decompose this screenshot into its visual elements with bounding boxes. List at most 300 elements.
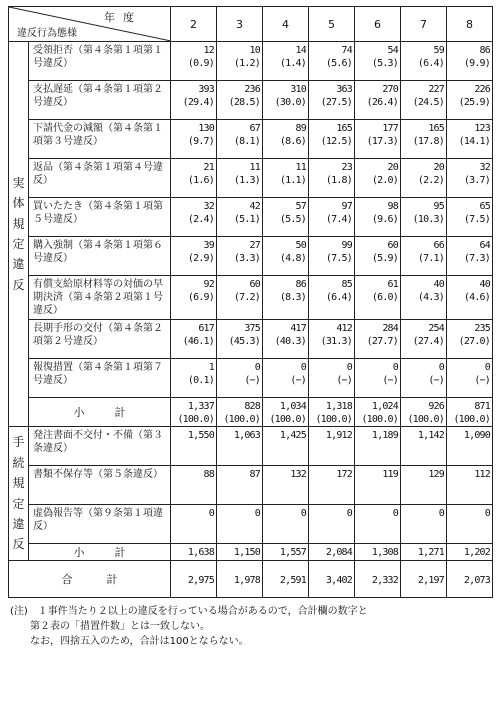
table-row bbox=[9, 159, 493, 198]
data-cell bbox=[217, 237, 263, 276]
percent-value: (100.0) bbox=[315, 414, 352, 425]
section-char: 続 bbox=[12, 455, 25, 470]
percent-value: (30.0) bbox=[274, 97, 306, 108]
data-cell bbox=[263, 81, 309, 120]
data-cell bbox=[263, 42, 309, 81]
count-value: 2,332 bbox=[371, 574, 398, 586]
percent-value: (100.0) bbox=[453, 414, 490, 425]
data-cell bbox=[171, 320, 217, 359]
count-value: 10 bbox=[249, 45, 260, 56]
percent-value: (40.3) bbox=[274, 336, 306, 347]
data-cell bbox=[171, 81, 217, 120]
percent-value: (5.9) bbox=[371, 253, 398, 264]
table-row bbox=[9, 427, 493, 466]
section-char: 手 bbox=[12, 435, 25, 450]
data-cell bbox=[401, 237, 447, 276]
percent-value: (8.6) bbox=[279, 136, 306, 147]
count-value: 2,197 bbox=[417, 574, 444, 586]
count-value: 132 bbox=[290, 469, 306, 480]
table-row bbox=[9, 198, 493, 237]
data-cell bbox=[355, 359, 401, 398]
percent-value: (28.5) bbox=[228, 97, 260, 108]
count-value: 0 bbox=[438, 362, 444, 373]
percent-value: (31.3) bbox=[320, 336, 352, 347]
subtotal-cell bbox=[171, 398, 217, 427]
percent-value: (27.4) bbox=[412, 336, 444, 347]
data-cell bbox=[263, 466, 309, 505]
count-value: 99 bbox=[341, 240, 352, 251]
percent-value: (−) bbox=[382, 375, 398, 386]
percent-value: (100.0) bbox=[269, 414, 306, 425]
count-value: 828 bbox=[244, 401, 260, 412]
percent-value: (100.0) bbox=[407, 414, 444, 425]
data-cell bbox=[447, 359, 493, 398]
percent-value: (7.4) bbox=[325, 214, 352, 225]
section-char: 定 bbox=[12, 237, 25, 251]
subtotal-label: 小計 bbox=[29, 398, 171, 427]
count-value: 236 bbox=[244, 84, 260, 95]
count-value: 50 bbox=[295, 240, 306, 251]
year-label: 年度 bbox=[104, 11, 142, 24]
percent-value: (7.5) bbox=[463, 214, 490, 225]
violation-type-label: 購入強制（第４条第１項第６号違反） bbox=[29, 237, 171, 276]
data-cell bbox=[171, 359, 217, 398]
count-value: 0 bbox=[392, 508, 398, 519]
section-char: 体 bbox=[12, 196, 25, 211]
count-value: 12 bbox=[203, 45, 214, 56]
count-value: 871 bbox=[474, 401, 490, 412]
count-value: 59 bbox=[433, 45, 444, 56]
section-label bbox=[9, 42, 29, 427]
count-value: 27 bbox=[249, 240, 260, 251]
data-cell bbox=[309, 81, 355, 120]
percent-value: (2.0) bbox=[371, 175, 398, 186]
percent-value: (1.1) bbox=[279, 175, 306, 186]
count-value: 65 bbox=[479, 201, 490, 212]
percent-value: (17.3) bbox=[366, 136, 398, 147]
count-value: 165 bbox=[336, 123, 352, 134]
subtotal-cell bbox=[355, 398, 401, 427]
data-cell bbox=[401, 505, 447, 544]
percent-value: (1.4) bbox=[279, 58, 306, 69]
percent-value: (6.4) bbox=[325, 292, 352, 303]
table-row bbox=[9, 320, 493, 359]
percent-value: (14.1) bbox=[458, 136, 490, 147]
data-cell bbox=[355, 81, 401, 120]
table-row bbox=[9, 120, 493, 159]
violation-type-label: 発注書面不交付・不備（第３条違反） bbox=[29, 427, 171, 466]
data-cell bbox=[401, 81, 447, 120]
section-char: 違 bbox=[12, 257, 25, 272]
table-row bbox=[9, 466, 493, 505]
data-cell bbox=[263, 237, 309, 276]
data-cell bbox=[309, 359, 355, 398]
count-value: 64 bbox=[479, 240, 490, 251]
percent-value: (27.7) bbox=[366, 336, 398, 347]
count-value: 1,142 bbox=[417, 430, 444, 441]
data-cell bbox=[355, 198, 401, 237]
subtotal-label: 小計 bbox=[29, 544, 171, 561]
year-header: 5 bbox=[309, 7, 355, 42]
count-value: 61 bbox=[387, 279, 398, 290]
count-value: 1,271 bbox=[417, 547, 444, 558]
data-cell bbox=[355, 505, 401, 544]
percent-value: (17.8) bbox=[412, 136, 444, 147]
percent-value: (25.9) bbox=[458, 97, 490, 108]
count-value: 89 bbox=[295, 123, 306, 134]
count-value: 87 bbox=[249, 469, 260, 480]
count-value: 1,189 bbox=[371, 430, 398, 441]
count-value: 85 bbox=[341, 279, 352, 290]
table-body bbox=[9, 42, 493, 598]
violation-type-label: 虚偽報告等（第９条第１項違反） bbox=[29, 505, 171, 544]
data-cell bbox=[309, 159, 355, 198]
percent-value: (0.9) bbox=[187, 58, 214, 69]
percent-value: (9.7) bbox=[187, 136, 214, 147]
percent-value: (5.3) bbox=[371, 58, 398, 69]
count-value: 3,402 bbox=[325, 574, 352, 586]
count-value: 88 bbox=[203, 469, 214, 480]
count-value: 1,034 bbox=[279, 401, 306, 412]
percent-value: (12.5) bbox=[320, 136, 352, 147]
violation-type-label: 報復措置（第４条第１項第７号違反） bbox=[29, 359, 171, 398]
percent-value: (100.0) bbox=[223, 414, 260, 425]
grand-total-cell bbox=[309, 561, 355, 598]
percent-value: (6.9) bbox=[187, 292, 214, 303]
data-cell bbox=[263, 159, 309, 198]
count-value: 1,090 bbox=[463, 430, 490, 441]
data-cell bbox=[355, 120, 401, 159]
grand-total-cell bbox=[355, 561, 401, 598]
percent-value: (7.3) bbox=[463, 253, 490, 264]
count-value: 67 bbox=[249, 123, 260, 134]
data-cell bbox=[447, 159, 493, 198]
data-cell bbox=[447, 81, 493, 120]
grand-total-cell bbox=[447, 561, 493, 598]
count-value: 14 bbox=[295, 45, 306, 56]
data-cell bbox=[171, 120, 217, 159]
violation-type-label: 有償支給原材料等の対価の早期決済（第４条第２項第１号違反） bbox=[29, 276, 171, 320]
data-cell bbox=[447, 42, 493, 81]
percent-value: (−) bbox=[474, 375, 490, 386]
count-value: 123 bbox=[474, 123, 490, 134]
count-value: 11 bbox=[295, 162, 306, 173]
count-value: 20 bbox=[387, 162, 398, 173]
count-value: 1,318 bbox=[325, 401, 352, 412]
count-value: 119 bbox=[382, 469, 398, 480]
count-value: 2,975 bbox=[187, 574, 214, 586]
violation-table bbox=[8, 6, 493, 598]
table-row bbox=[9, 505, 493, 544]
note-line: なお，四捨五入のため，合計は100とならない。 bbox=[30, 636, 249, 647]
count-value: 2,084 bbox=[325, 547, 352, 558]
percent-value: (1.8) bbox=[325, 175, 352, 186]
count-value: 97 bbox=[341, 201, 352, 212]
subtotal-row bbox=[9, 398, 493, 427]
section-char: 規 bbox=[12, 216, 25, 231]
count-value: 95 bbox=[433, 201, 444, 212]
data-cell bbox=[447, 466, 493, 505]
violation-label: 違反行為態様 bbox=[17, 28, 77, 39]
data-cell bbox=[309, 276, 355, 320]
data-cell bbox=[217, 81, 263, 120]
count-value: 129 bbox=[428, 469, 444, 480]
count-value: 375 bbox=[244, 323, 260, 334]
data-cell bbox=[309, 42, 355, 81]
count-value: 98 bbox=[387, 201, 398, 212]
year-header: 6 bbox=[355, 7, 401, 42]
violation-type-label: 長期手形の交付（第４条第２項第２号違反） bbox=[29, 320, 171, 359]
data-cell bbox=[263, 320, 309, 359]
subtotal-cell bbox=[171, 544, 217, 561]
count-value: 393 bbox=[198, 84, 214, 95]
subtotal-cell bbox=[309, 398, 355, 427]
subtotal-cell bbox=[447, 398, 493, 427]
count-value: 270 bbox=[382, 84, 398, 95]
percent-value: (4.3) bbox=[417, 292, 444, 303]
data-cell bbox=[447, 427, 493, 466]
data-cell bbox=[263, 198, 309, 237]
percent-value: (−) bbox=[290, 375, 306, 386]
violation-type-label: 下請代金の減額（第４条第１項第３号違反） bbox=[29, 120, 171, 159]
grand-total-label: 合計 bbox=[9, 561, 171, 598]
data-cell bbox=[309, 198, 355, 237]
table-row bbox=[9, 237, 493, 276]
count-value: 11 bbox=[249, 162, 260, 173]
data-cell bbox=[447, 237, 493, 276]
percent-value: (27.0) bbox=[458, 336, 490, 347]
count-value: 617 bbox=[198, 323, 214, 334]
percent-value: (4.8) bbox=[279, 253, 306, 264]
count-value: 284 bbox=[382, 323, 398, 334]
subtotal-cell bbox=[263, 544, 309, 561]
data-cell bbox=[171, 505, 217, 544]
data-cell bbox=[309, 120, 355, 159]
data-cell bbox=[401, 120, 447, 159]
count-value: 0 bbox=[346, 362, 352, 373]
count-value: 254 bbox=[428, 323, 444, 334]
data-cell bbox=[217, 42, 263, 81]
percent-value: (5.5) bbox=[279, 214, 306, 225]
count-value: 1,063 bbox=[233, 430, 260, 441]
count-value: 0 bbox=[254, 362, 260, 373]
data-cell bbox=[401, 359, 447, 398]
violation-type-label: 買いたたき（第４条第１項第５号違反） bbox=[29, 198, 171, 237]
percent-value: (9.6) bbox=[371, 214, 398, 225]
percent-value: (27.5) bbox=[320, 97, 352, 108]
count-value: 42 bbox=[249, 201, 260, 212]
count-value: 60 bbox=[387, 240, 398, 251]
count-value: 0 bbox=[392, 362, 398, 373]
data-cell bbox=[217, 120, 263, 159]
count-value: 926 bbox=[428, 401, 444, 412]
count-value: 0 bbox=[346, 508, 352, 519]
count-value: 1,150 bbox=[233, 547, 260, 558]
data-cell bbox=[355, 159, 401, 198]
data-cell bbox=[171, 42, 217, 81]
data-cell bbox=[171, 198, 217, 237]
data-cell bbox=[401, 320, 447, 359]
percent-value: (45.3) bbox=[228, 336, 260, 347]
year-header: 2 bbox=[171, 7, 217, 42]
note-line: (注) １事件当たり２以上の違反を行っている場合があるので，合計欄の数字と bbox=[10, 606, 368, 617]
count-value: 86 bbox=[479, 45, 490, 56]
count-value: 226 bbox=[474, 84, 490, 95]
percent-value: (1.6) bbox=[187, 175, 214, 186]
data-cell bbox=[217, 198, 263, 237]
grand-total-cell bbox=[401, 561, 447, 598]
percent-value: (2.4) bbox=[187, 214, 214, 225]
section-char: 反 bbox=[12, 537, 25, 552]
count-value: 130 bbox=[198, 123, 214, 134]
count-value: 2,073 bbox=[463, 574, 490, 586]
data-cell bbox=[401, 427, 447, 466]
violation-table-page bbox=[8, 6, 492, 649]
percent-value: (1.3) bbox=[233, 175, 260, 186]
count-value: 112 bbox=[474, 469, 490, 480]
table-row bbox=[9, 359, 493, 398]
data-cell bbox=[309, 466, 355, 505]
percent-value: (6.4) bbox=[417, 58, 444, 69]
count-value: 74 bbox=[341, 45, 352, 56]
percent-value: (7.2) bbox=[233, 292, 260, 303]
section-label bbox=[9, 427, 29, 561]
count-value: 32 bbox=[479, 162, 490, 173]
count-value: 40 bbox=[433, 279, 444, 290]
percent-value: (1.2) bbox=[233, 58, 260, 69]
count-value: 1,024 bbox=[371, 401, 398, 412]
table-row bbox=[9, 42, 493, 81]
count-value: 20 bbox=[433, 162, 444, 173]
count-value: 363 bbox=[336, 84, 352, 95]
count-value: 86 bbox=[295, 279, 306, 290]
percent-value: (10.3) bbox=[412, 214, 444, 225]
table-row bbox=[9, 276, 493, 320]
count-value: 66 bbox=[433, 240, 444, 251]
data-cell bbox=[309, 427, 355, 466]
grand-total-cell bbox=[263, 561, 309, 598]
table-row bbox=[9, 81, 493, 120]
percent-value: (−) bbox=[428, 375, 444, 386]
count-value: 1,425 bbox=[279, 430, 306, 441]
count-value: 177 bbox=[382, 123, 398, 134]
year-header: 3 bbox=[217, 7, 263, 42]
count-value: 1,550 bbox=[187, 430, 214, 441]
percent-value: (9.9) bbox=[463, 58, 490, 69]
data-cell bbox=[171, 427, 217, 466]
data-cell bbox=[401, 198, 447, 237]
count-value: 1,337 bbox=[187, 401, 214, 412]
data-cell bbox=[355, 276, 401, 320]
count-value: 310 bbox=[290, 84, 306, 95]
data-cell bbox=[309, 237, 355, 276]
subtotal-cell bbox=[447, 544, 493, 561]
percent-value: (3.3) bbox=[233, 253, 260, 264]
count-value: 0 bbox=[300, 362, 306, 373]
percent-value: (−) bbox=[336, 375, 352, 386]
grand-total-row bbox=[9, 561, 493, 598]
subtotal-cell bbox=[217, 398, 263, 427]
header-row bbox=[9, 7, 493, 42]
subtotal-cell bbox=[309, 544, 355, 561]
data-cell bbox=[217, 159, 263, 198]
percent-value: (8.1) bbox=[233, 136, 260, 147]
count-value: 0 bbox=[254, 508, 260, 519]
data-cell bbox=[171, 237, 217, 276]
count-value: 165 bbox=[428, 123, 444, 134]
percent-value: (100.0) bbox=[177, 414, 214, 425]
percent-value: (26.4) bbox=[366, 97, 398, 108]
data-cell bbox=[355, 237, 401, 276]
data-cell bbox=[309, 505, 355, 544]
percent-value: (3.7) bbox=[463, 175, 490, 186]
percent-value: (8.3) bbox=[279, 292, 306, 303]
count-value: 2,591 bbox=[279, 574, 306, 586]
subtotal-cell bbox=[355, 544, 401, 561]
violation-type-label: 支払遅延（第４条第１項第２号違反） bbox=[29, 81, 171, 120]
section-char: 違 bbox=[12, 516, 25, 531]
count-value: 57 bbox=[295, 201, 306, 212]
count-value: 92 bbox=[203, 279, 214, 290]
count-value: 54 bbox=[387, 45, 398, 56]
count-value: 0 bbox=[484, 508, 490, 519]
data-cell bbox=[401, 466, 447, 505]
count-value: 235 bbox=[474, 323, 490, 334]
count-value: 23 bbox=[341, 162, 352, 173]
note-line: 第２表の「措置件数」とは一致しない。 bbox=[30, 621, 210, 632]
data-cell bbox=[263, 276, 309, 320]
section-char: 実 bbox=[12, 175, 25, 190]
data-cell bbox=[263, 427, 309, 466]
percent-value: (−) bbox=[244, 375, 260, 386]
data-cell bbox=[217, 427, 263, 466]
percent-value: (29.4) bbox=[182, 97, 214, 108]
subtotal-cell bbox=[217, 544, 263, 561]
count-value: 1,912 bbox=[325, 430, 352, 441]
data-cell bbox=[171, 466, 217, 505]
violation-type-label: 返品（第４条第１項第４号違反） bbox=[29, 159, 171, 198]
count-value: 0 bbox=[300, 508, 306, 519]
percent-value: (24.5) bbox=[412, 97, 444, 108]
data-cell bbox=[217, 359, 263, 398]
percent-value: (0.1) bbox=[187, 375, 214, 386]
data-cell bbox=[447, 505, 493, 544]
count-value: 172 bbox=[336, 469, 352, 480]
grand-total-cell bbox=[217, 561, 263, 598]
section-char: 反 bbox=[12, 277, 25, 292]
count-value: 0 bbox=[208, 508, 214, 519]
count-value: 1,638 bbox=[187, 547, 214, 558]
data-cell bbox=[447, 120, 493, 159]
percent-value: (6.0) bbox=[371, 292, 398, 303]
subtotal-cell bbox=[401, 544, 447, 561]
data-cell bbox=[171, 159, 217, 198]
count-value: 412 bbox=[336, 323, 352, 334]
section-char: 規 bbox=[12, 476, 25, 491]
count-value: 1,978 bbox=[233, 574, 260, 586]
percent-value: (5.6) bbox=[325, 58, 352, 69]
violation-type-label: 受領拒否（第４条第１項第１号違反） bbox=[29, 42, 171, 81]
year-header: 7 bbox=[401, 7, 447, 42]
data-cell bbox=[263, 359, 309, 398]
data-cell bbox=[217, 466, 263, 505]
subtotal-cell bbox=[401, 398, 447, 427]
data-cell bbox=[355, 466, 401, 505]
count-value: 227 bbox=[428, 84, 444, 95]
header-diagonal-cell bbox=[9, 7, 171, 42]
year-header: 4 bbox=[263, 7, 309, 42]
count-value: 1 bbox=[208, 362, 214, 373]
